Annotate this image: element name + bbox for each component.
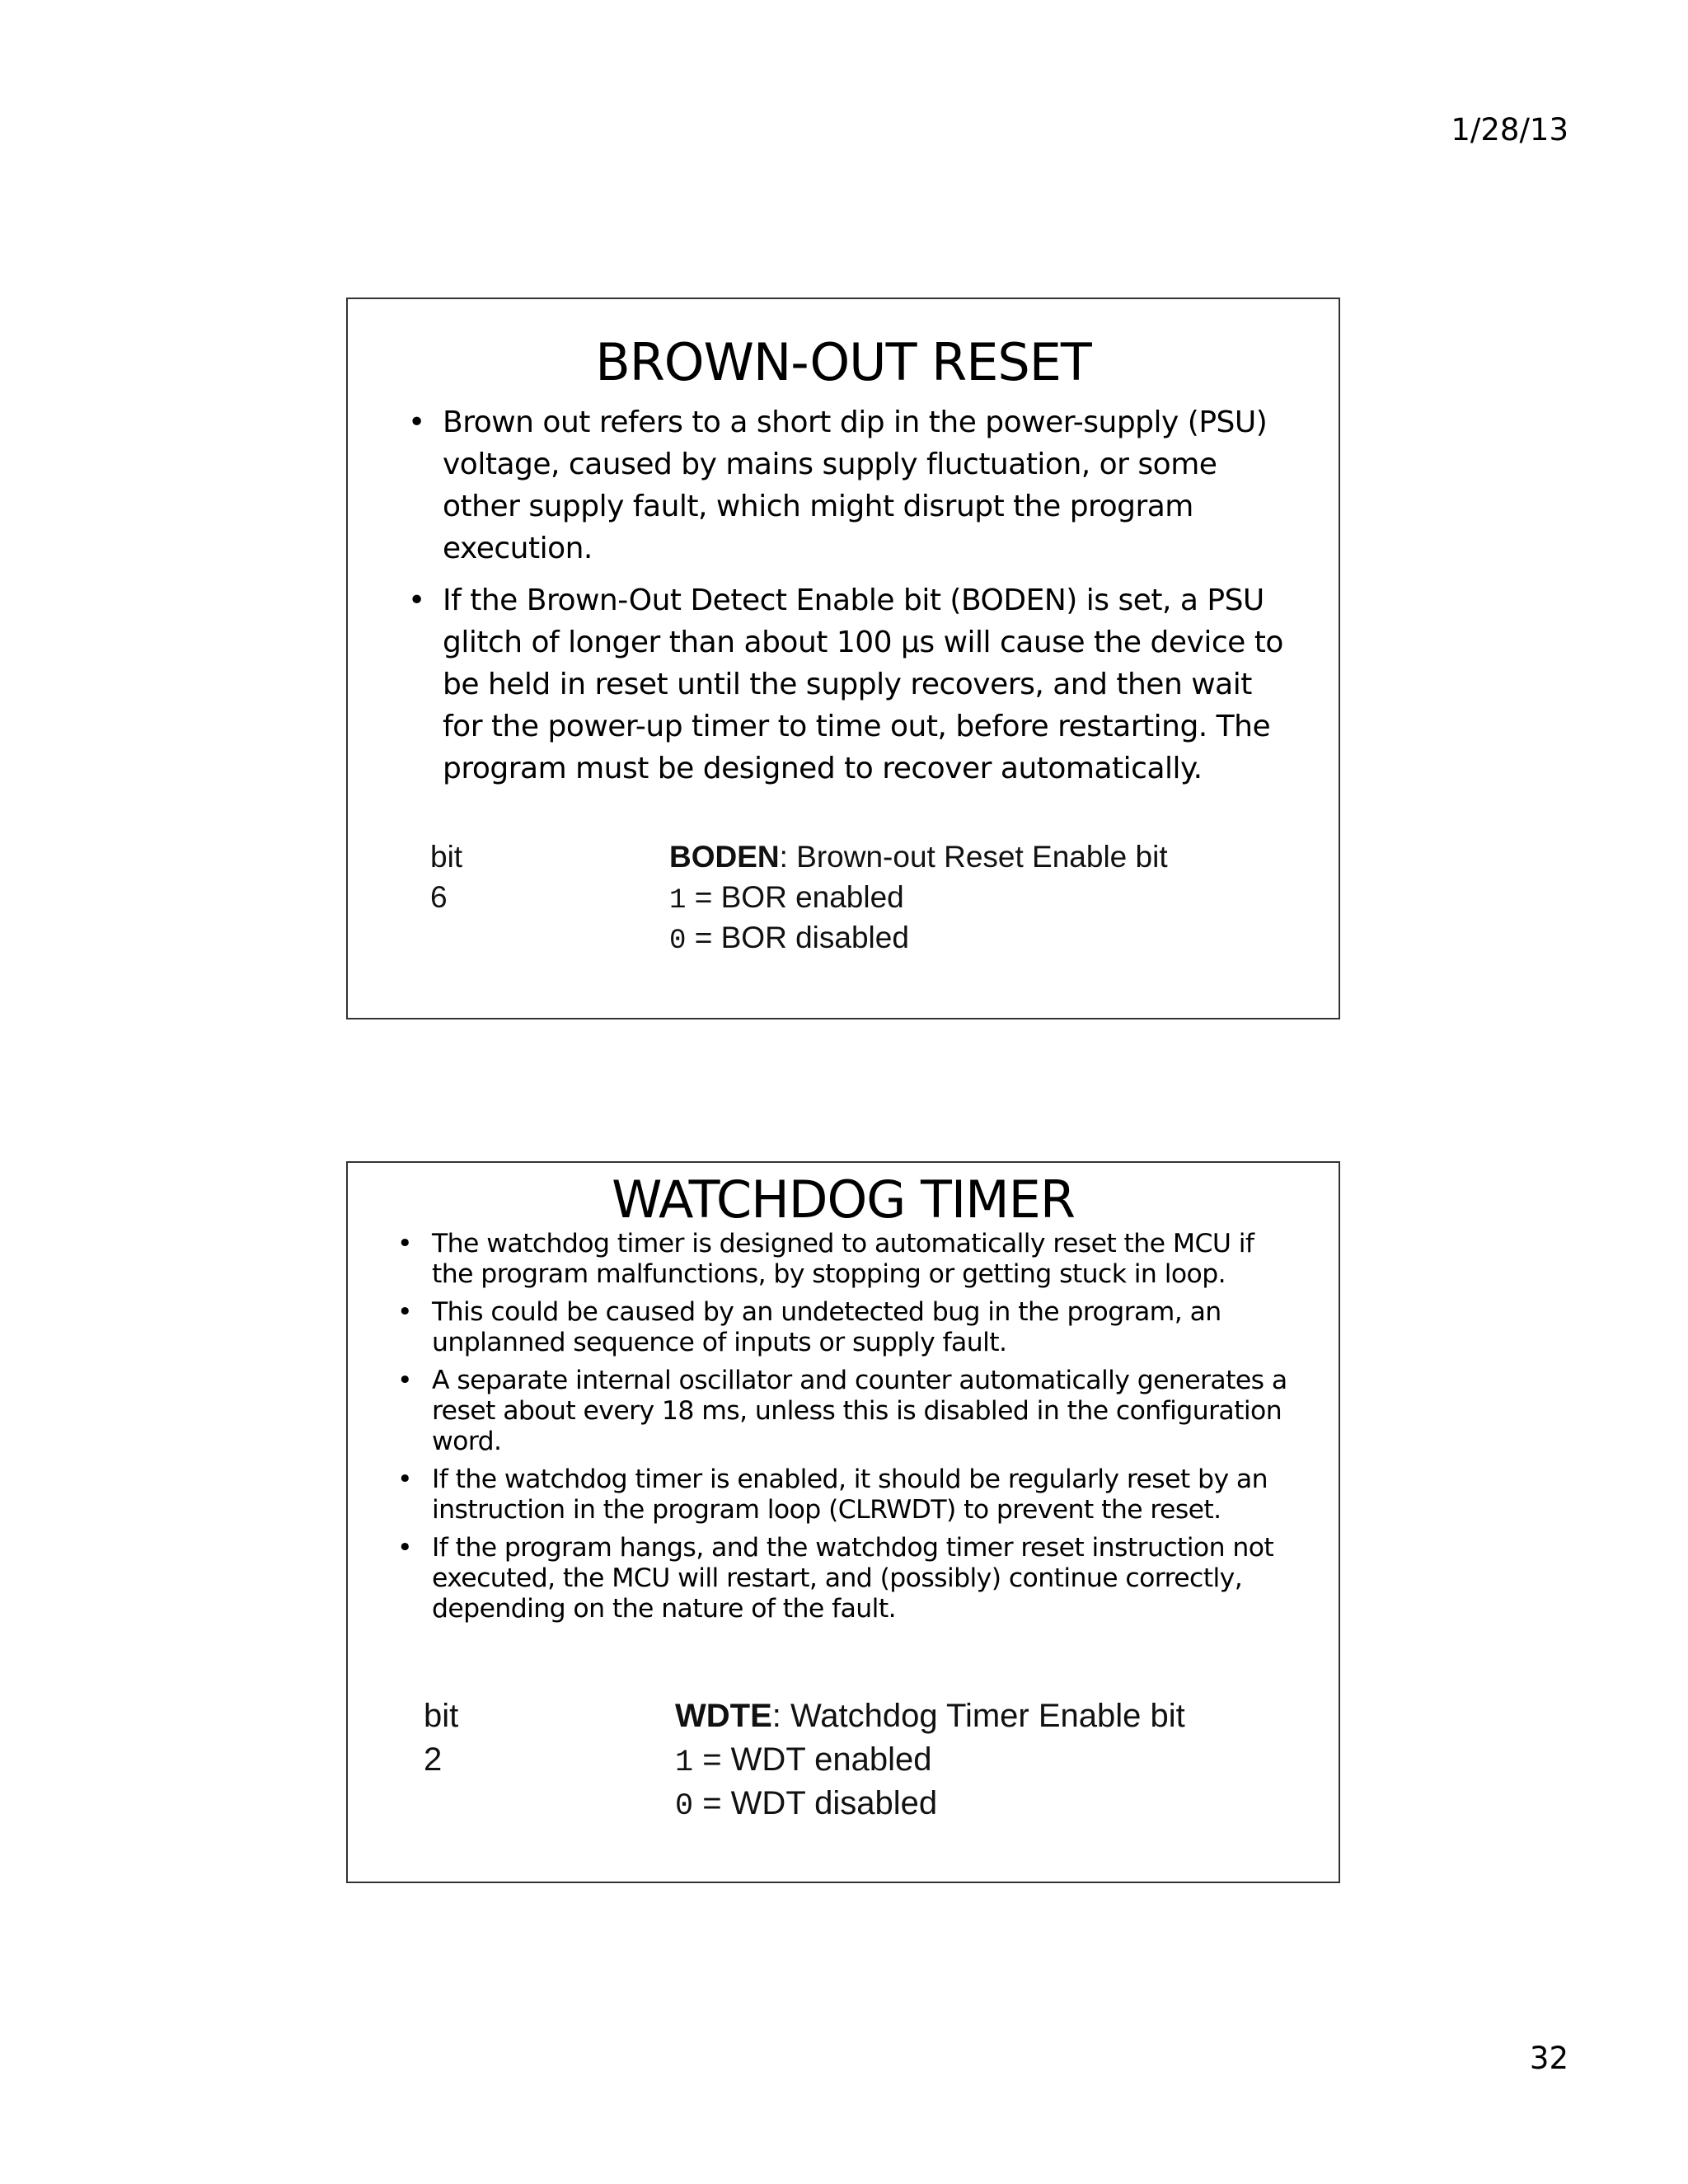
bullet-text: If the watchdog timer is enabled, it should be regularly reset by an instruction in the program loop (CLRWDT) to prevent the reset. <box>432 1465 1268 1525</box>
register-description-text: : Brown-out Reset Enable bit <box>779 840 1168 874</box>
register-value-enabled <box>669 877 904 921</box>
register-bit-label: bit 2 <box>424 1698 459 1778</box>
bullet-item <box>408 579 1283 790</box>
bullet-text: If the program hangs, and the watchdog timer reset instruction not executed, the MCU will restart, and (possibly) continue correctly, depending on the nature of the fault. <box>432 1533 1274 1624</box>
register-value-zero-text: = WDT disabled <box>693 1785 938 1821</box>
bullet-text: Brown out refers to a short dip in the power-supply (PSU) voltage, caused by mains supply fluctuation, or some other supply fault, which might disrupt the program execution. <box>443 405 1268 565</box>
bullet-item <box>397 1533 1289 1624</box>
register-name: WDTE <box>675 1698 772 1734</box>
register-value-one-text: = BOR enabled <box>686 880 904 914</box>
register-value-one-text: = WDT enabled <box>693 1741 932 1778</box>
bullet-item <box>408 401 1283 569</box>
page-date: 1/28/13 <box>1451 112 1568 148</box>
slide-brown-out-reset <box>346 298 1340 1019</box>
bullet-item <box>397 1465 1289 1526</box>
bullet-icon: • <box>397 1229 412 1258</box>
page-number: 32 <box>1529 2041 1568 2076</box>
register-description-text: : Watchdog Timer Enable bit <box>771 1698 1185 1734</box>
register-name: BODEN <box>669 840 780 874</box>
bullet-icon: • <box>408 583 425 617</box>
slide-title: WATCHDOG TIMER <box>612 1169 1075 1230</box>
bullet-text: A separate internal oscillator and counter automatically generates a reset about every 18 ms, unless this is disabled in the configuration word. <box>432 1366 1287 1456</box>
bullet-icon: • <box>397 1465 412 1494</box>
bullet-item <box>397 1297 1289 1358</box>
register-value-one: 1 <box>675 1746 694 1780</box>
register-value-disabled <box>669 917 909 962</box>
slide-title: BROWN-OUT RESET <box>595 332 1091 392</box>
slide-watchdog-timer <box>346 1161 1340 1883</box>
register-value-zero-text: = BOR disabled <box>686 921 909 954</box>
register-value-zero: 0 <box>669 926 687 957</box>
bullet-list <box>397 1229 1289 1632</box>
register-value-enabled <box>675 1738 932 1785</box>
register-value-zero: 0 <box>675 1789 694 1824</box>
bullet-list <box>408 401 1283 799</box>
bullet-item <box>397 1229 1289 1290</box>
bullet-icon: • <box>397 1297 412 1327</box>
bullet-icon: • <box>397 1366 412 1395</box>
bullet-text: If the Brown-Out Detect Enable bit (BODEN) is set, a PSU glitch of longer than about 100 µs will cause the device to be held in reset until the supply recovers, and then wait for the power-up timer to time out, before restarting. The program must be designed to recover automatically. <box>443 583 1283 785</box>
bullet-item <box>397 1366 1289 1457</box>
bullet-icon: • <box>397 1533 412 1563</box>
register-bit-label: bit 6 <box>430 840 463 914</box>
register-value-disabled <box>675 1782 937 1829</box>
bullet-icon: • <box>408 405 425 439</box>
register-description <box>675 1694 1185 1738</box>
bullet-text: This could be caused by an undetected bug in the program, an unplanned sequence of inputs or supply fault. <box>432 1297 1221 1357</box>
register-description <box>669 837 1168 877</box>
register-value-one: 1 <box>669 885 687 916</box>
bullet-text: The watchdog timer is designed to automatically reset the MCU if the program malfunctions, by stopping or getting stuck in loop. <box>432 1229 1254 1289</box>
